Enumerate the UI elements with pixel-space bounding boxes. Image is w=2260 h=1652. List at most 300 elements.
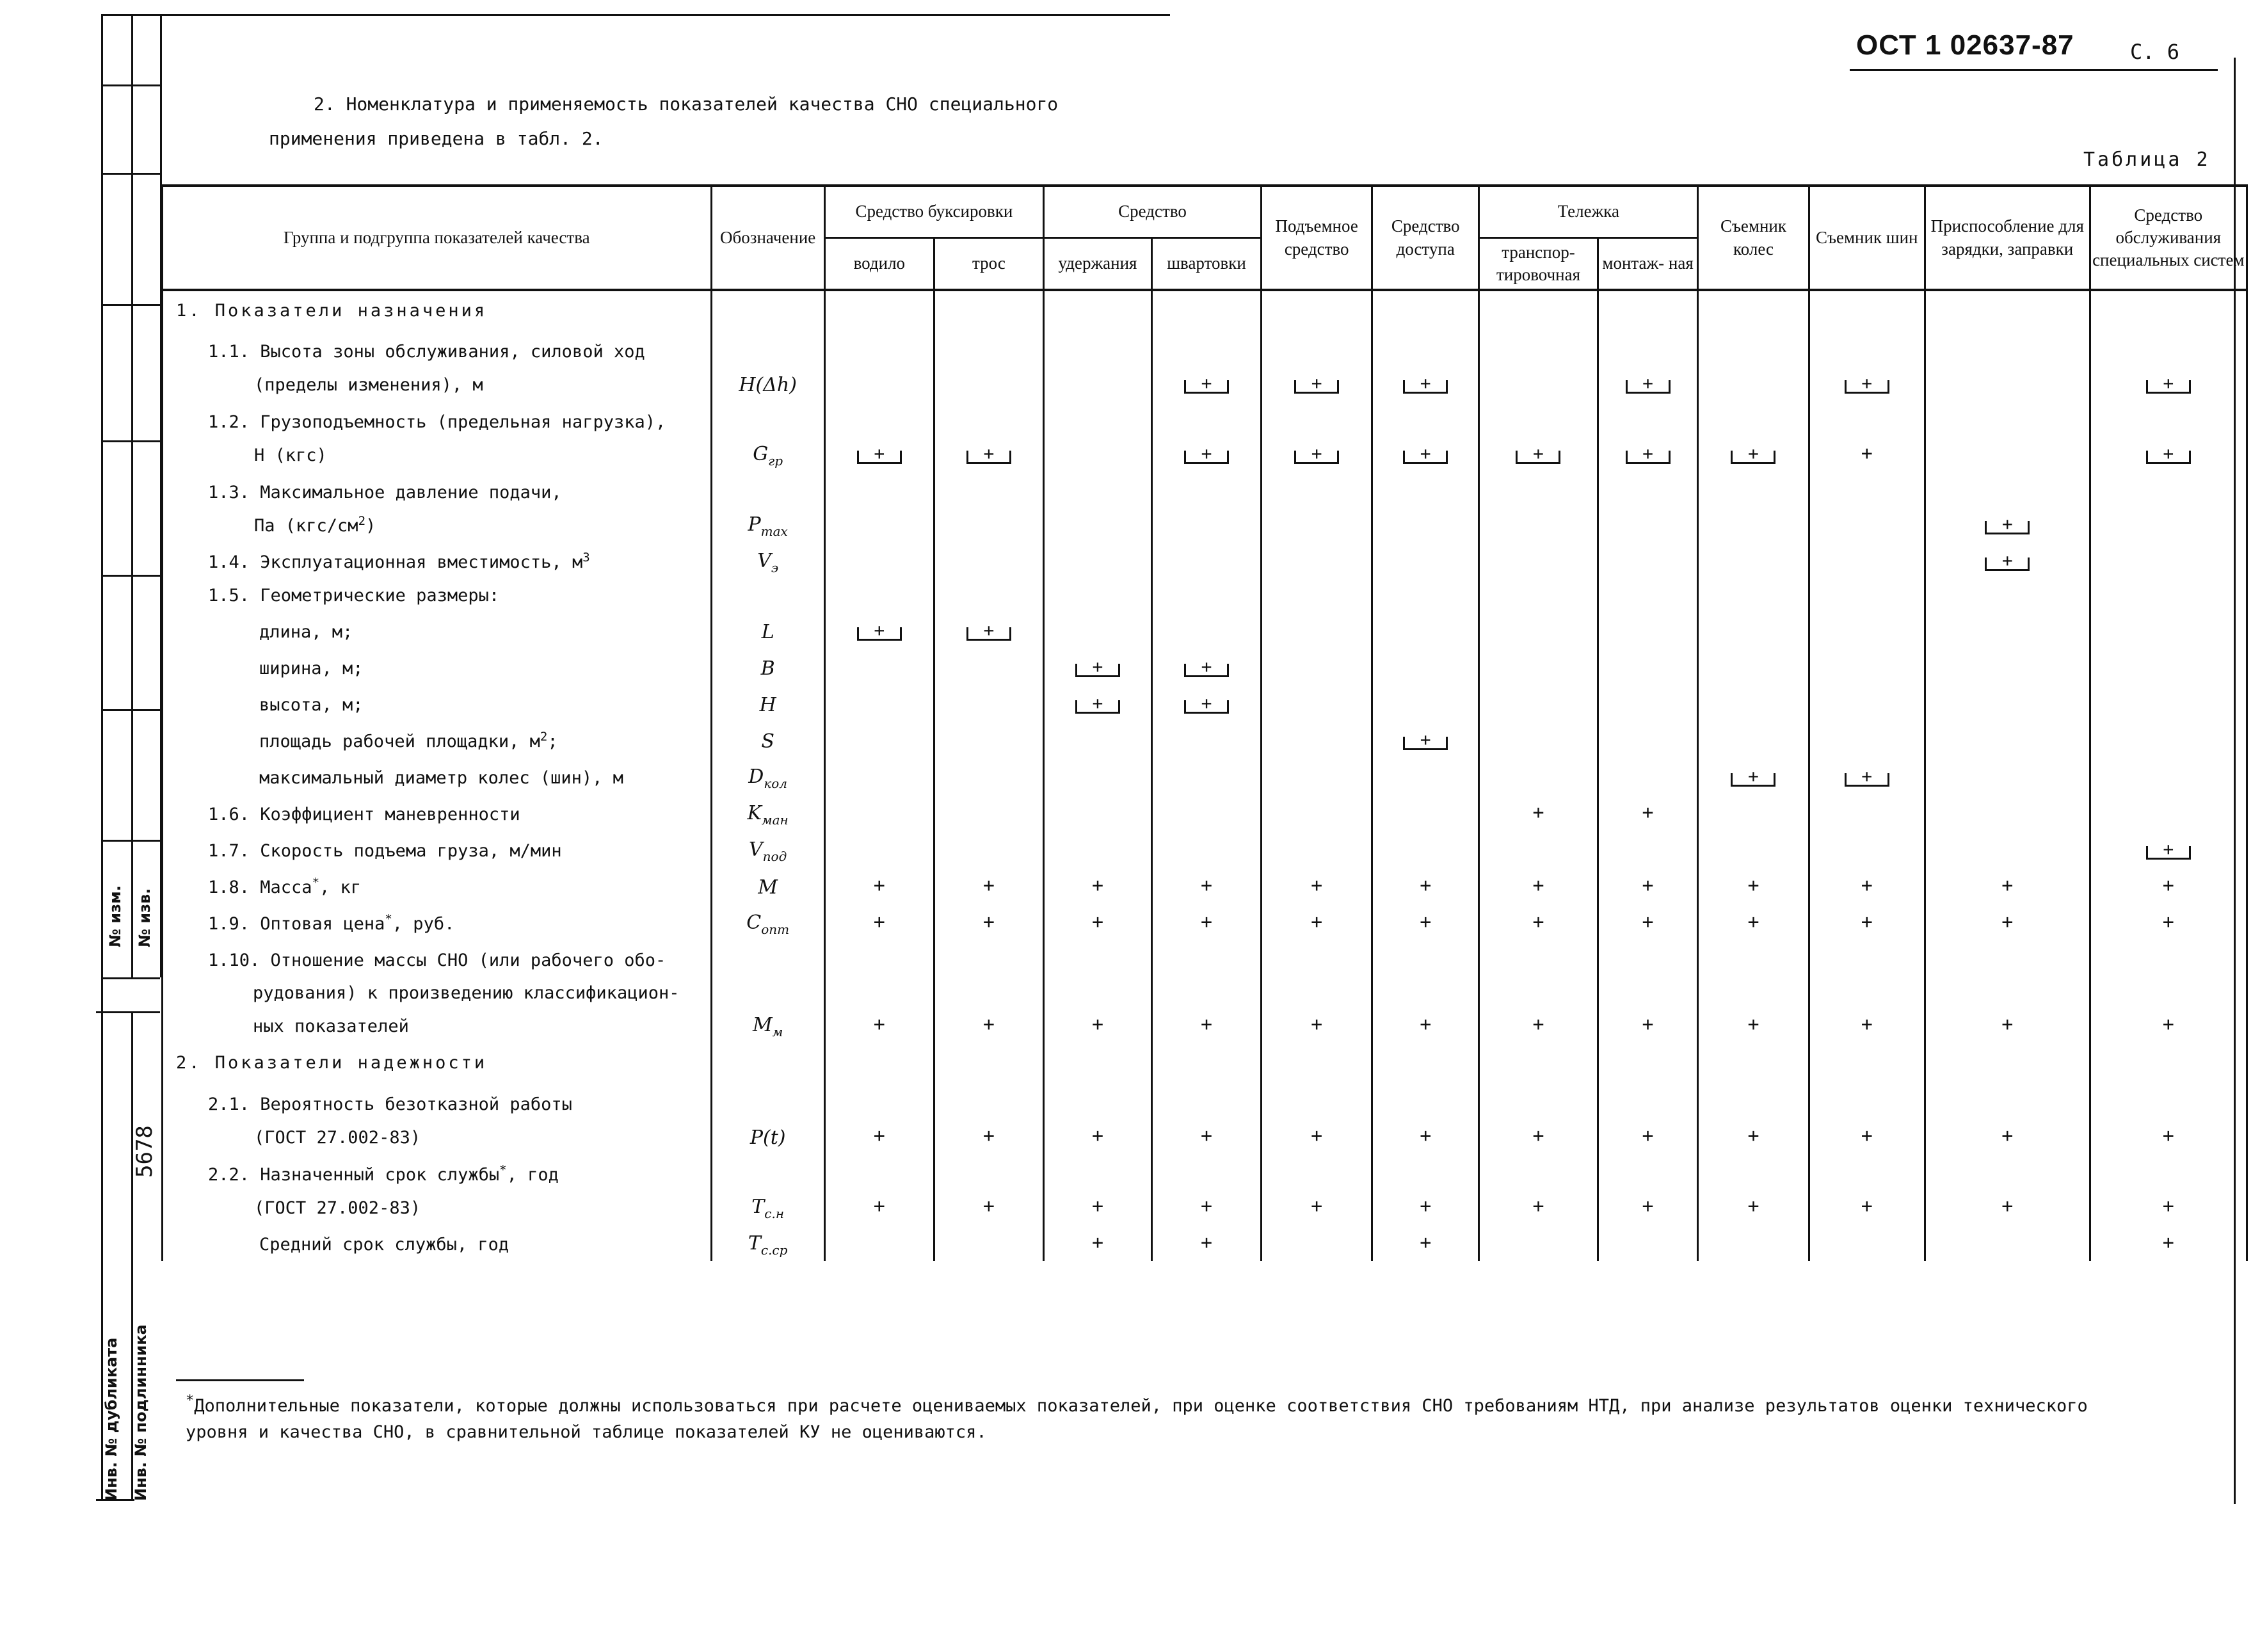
empty-cell xyxy=(1698,721,1809,758)
bracket-plus-icon: + xyxy=(966,451,1011,464)
empty-cell xyxy=(1152,290,1262,331)
empty-cell xyxy=(934,472,1043,542)
indicator-name xyxy=(163,579,712,612)
plus-mark: + xyxy=(1152,867,1262,904)
indicator-symbol xyxy=(711,542,824,579)
indicator-name-text: 1.1. Высота зоны обслуживания, силовой ход xyxy=(208,342,645,362)
plus-mark: + xyxy=(2090,940,2247,1043)
table-row xyxy=(163,904,2247,940)
table-row xyxy=(163,542,2247,579)
indicator-name-line xyxy=(208,1088,710,1121)
header-service: Средство обслуживания специальных систем xyxy=(2090,186,2247,290)
plus-mark: + xyxy=(1152,940,1262,1043)
indicator-symbol xyxy=(711,758,824,794)
plus-mark: + xyxy=(1479,1154,1598,1224)
indicator-name-text: высота, м; xyxy=(259,694,364,715)
empty-cell xyxy=(1262,831,1372,867)
empty-cell xyxy=(1043,290,1151,331)
table-row xyxy=(163,794,2247,831)
header-mounting: монтаж- ная xyxy=(1598,238,1698,291)
indicator-name-text: рудования) к произведению классификацион- xyxy=(253,983,680,1004)
plus-mark: + xyxy=(1809,904,1925,940)
bracket-plus-icon: + xyxy=(2146,380,2191,394)
plus-mark: + xyxy=(1479,794,1598,831)
empty-cell xyxy=(2090,612,2247,648)
indicator-name-line xyxy=(259,762,710,794)
bracket-plus-icon: + xyxy=(1075,700,1120,714)
symbol-subscript: гр xyxy=(768,453,783,469)
empty-cell xyxy=(1262,579,1372,612)
plus-mark: + xyxy=(1043,904,1151,940)
empty-cell xyxy=(1698,290,1809,331)
empty-cell xyxy=(1043,542,1151,579)
empty-cell xyxy=(1925,794,2090,831)
symbol-main: P xyxy=(748,513,761,536)
empty-cell xyxy=(2090,472,2247,542)
indicator-name-text: 1.6. Коэффициент маневренности xyxy=(208,804,520,824)
empty-cell xyxy=(1925,1224,2090,1261)
symbol-main: K xyxy=(747,802,762,824)
empty-cell xyxy=(824,758,934,794)
empty-cell xyxy=(934,831,1043,867)
empty-cell xyxy=(1809,579,1925,612)
empty-cell xyxy=(934,648,1043,685)
indicator-name xyxy=(163,1224,712,1261)
plus-mark: + xyxy=(2090,1084,2247,1154)
empty-cell xyxy=(1262,794,1372,831)
bracketed-plus-mark xyxy=(1598,401,1698,472)
indicator-name-line xyxy=(259,652,710,685)
empty-cell xyxy=(1598,579,1698,612)
plus-mark: + xyxy=(934,940,1043,1043)
indicator-name-text: (ГОСТ 27.002-83) xyxy=(254,1127,421,1148)
indicator-symbol xyxy=(711,1154,824,1224)
plus-mark: + xyxy=(1925,867,2090,904)
indicator-name-text: 1.8. Масса xyxy=(208,877,312,897)
indicator-symbol xyxy=(711,331,824,401)
empty-cell xyxy=(1262,472,1372,542)
empty-cell xyxy=(1479,579,1598,612)
indicator-name-line xyxy=(208,798,710,831)
bracketed-plus-mark xyxy=(1698,758,1809,794)
bracketed-plus-mark xyxy=(2090,331,2247,401)
symbol-subscript: max xyxy=(760,524,788,539)
symbol-main: V xyxy=(749,838,763,861)
indicator-name xyxy=(163,904,712,940)
indicator-name-line xyxy=(259,616,710,648)
bracketed-plus-mark xyxy=(1372,331,1479,401)
plus-mark: + xyxy=(2090,904,2247,940)
indicator-name-line xyxy=(208,546,710,579)
empty-cell xyxy=(1925,290,2090,331)
empty-cell xyxy=(2090,794,2247,831)
indicator-name-text: (ГОСТ 27.002-83) xyxy=(254,1198,421,1218)
indicator-name xyxy=(163,401,712,472)
indicator-name xyxy=(163,721,712,758)
margin-tick xyxy=(96,1011,160,1013)
empty-cell xyxy=(1262,1043,1372,1084)
empty-cell xyxy=(1152,1043,1262,1084)
empty-cell xyxy=(1925,331,2090,401)
symbol-subscript: э xyxy=(771,560,779,575)
empty-cell xyxy=(1809,1043,1925,1084)
symbol-subscript: опт xyxy=(761,922,790,937)
indicator-name-text: 2.2. Назначенный срок службы xyxy=(208,1165,500,1185)
empty-cell xyxy=(934,721,1043,758)
indicator-name xyxy=(163,940,712,1043)
empty-cell xyxy=(1925,721,2090,758)
header-symbol: Обозначение xyxy=(711,186,824,290)
bracket-plus-icon: + xyxy=(1184,664,1229,677)
indicator-name-line xyxy=(259,689,710,721)
bracketed-plus-mark xyxy=(1698,401,1809,472)
bracket-plus-icon: + xyxy=(857,627,902,641)
empty-cell xyxy=(1152,758,1262,794)
header-rope: трос xyxy=(934,238,1043,291)
indicator-name-line xyxy=(208,944,710,977)
plus-mark: + xyxy=(1262,867,1372,904)
empty-cell xyxy=(1479,831,1598,867)
bracket-plus-icon: + xyxy=(1845,380,1889,394)
empty-cell xyxy=(1598,1043,1698,1084)
plus-mark: + xyxy=(1152,904,1262,940)
margin-line-outer xyxy=(101,14,103,1499)
plus-mark: + xyxy=(1925,940,2090,1043)
plus-mark: + xyxy=(1698,1084,1809,1154)
indicator-name-text: максимальный диаметр колес (шин), м xyxy=(259,767,623,788)
plus-mark: + xyxy=(2090,1154,2247,1224)
indicator-superscript: 3 xyxy=(582,550,590,565)
bracket-plus-icon: + xyxy=(966,627,1011,641)
empty-cell xyxy=(1698,331,1809,401)
header-means: Средство xyxy=(1043,186,1261,238)
intro-line-1: 2. Номенклатура и применяемость показателей качества СНО специального xyxy=(314,93,1059,115)
empty-cell xyxy=(1262,1224,1372,1261)
empty-cell xyxy=(1043,721,1151,758)
indicator-name-line: ных показателей xyxy=(253,1016,409,1036)
plus-mark: + xyxy=(934,867,1043,904)
empty-cell xyxy=(1698,831,1809,867)
empty-cell xyxy=(1698,648,1809,685)
header-rule xyxy=(1850,69,2218,71)
symbol-main: D xyxy=(748,766,764,788)
margin-tick xyxy=(101,84,160,86)
plus-mark: + xyxy=(1043,1224,1151,1261)
indicator-name xyxy=(163,685,712,721)
empty-cell xyxy=(1152,579,1262,612)
bracketed-plus-mark xyxy=(1809,331,1925,401)
indicator-symbol xyxy=(711,794,824,831)
bracket-plus-icon: + xyxy=(1626,380,1671,394)
indicator-name-tail: ; xyxy=(547,731,558,751)
plus-mark: + xyxy=(1698,904,1809,940)
header-access: Средство доступа xyxy=(1372,186,1479,290)
empty-cell xyxy=(824,721,934,758)
bracket-plus-icon: + xyxy=(1403,737,1448,750)
indicator-name xyxy=(163,831,712,867)
empty-cell xyxy=(1152,721,1262,758)
empty-cell xyxy=(1698,579,1809,612)
footnote-text: Дополнительные показатели, которые должны использоваться при расчете оцениваемых показателей, при оценке соответствия СНО требованиям НТД, при анализе результатов оценки технического уровня и качества СНО, в сравнительной таблице показателей КУ не оцениваются. xyxy=(186,1396,2088,1442)
plus-mark: + xyxy=(1925,1084,2090,1154)
indicator-name-tail: , кг xyxy=(319,877,362,897)
bracket-plus-icon: + xyxy=(1403,451,1448,464)
empty-cell xyxy=(1598,612,1698,648)
plus-mark: + xyxy=(1598,794,1698,831)
symbol-main: G xyxy=(753,443,769,465)
empty-cell xyxy=(1262,721,1372,758)
empty-cell xyxy=(1372,648,1479,685)
empty-cell xyxy=(1043,401,1151,472)
empty-cell xyxy=(1698,612,1809,648)
empty-cell xyxy=(1372,1043,1479,1084)
empty-cell xyxy=(1925,685,2090,721)
indicator-name-text: Па (кгс/см xyxy=(254,515,358,536)
empty-cell xyxy=(1372,612,1479,648)
bracketed-plus-mark xyxy=(934,612,1043,648)
empty-cell xyxy=(1479,648,1598,685)
empty-cell xyxy=(1372,758,1479,794)
indicator-symbol xyxy=(711,831,824,867)
plus-mark: + xyxy=(1598,1084,1698,1154)
indicator-superscript: * xyxy=(312,875,320,890)
bracketed-plus-mark xyxy=(2090,831,2247,867)
empty-cell xyxy=(1152,831,1262,867)
indicator-superscript: 2 xyxy=(358,513,366,528)
empty-cell xyxy=(1809,290,1925,331)
empty-cell xyxy=(934,1043,1043,1084)
empty-cell xyxy=(1698,1224,1809,1261)
empty-cell xyxy=(1262,685,1372,721)
empty-cell xyxy=(1809,648,1925,685)
indicator-name xyxy=(163,758,712,794)
plus-mark: + xyxy=(1598,940,1698,1043)
original-inv-label: Инв. № подлинника xyxy=(132,1324,150,1501)
indicator-superscript: * xyxy=(385,911,392,926)
empty-cell xyxy=(1152,612,1262,648)
indicator-name-text: 1.4. Эксплуатационная вместимость, м xyxy=(208,552,583,572)
plus-mark: + xyxy=(934,904,1043,940)
bracket-plus-icon: + xyxy=(1294,380,1339,394)
indicator-name xyxy=(163,1084,712,1154)
empty-cell xyxy=(1598,542,1698,579)
empty-cell xyxy=(824,831,934,867)
plus-mark: + xyxy=(1372,1224,1479,1261)
indicator-name xyxy=(163,648,712,685)
bracket-plus-icon: + xyxy=(1731,451,1775,464)
indicator-name-text: 1.5. Геометрические размеры: xyxy=(208,585,500,605)
margin-tick xyxy=(101,840,160,842)
symbol-main: V xyxy=(757,550,771,572)
section-row xyxy=(163,1043,2247,1084)
plus-mark: + xyxy=(1262,1154,1372,1224)
empty-cell xyxy=(934,1224,1043,1261)
bracketed-plus-mark xyxy=(1479,401,1598,472)
empty-cell xyxy=(1809,472,1925,542)
plus-mark: + xyxy=(1809,1084,1925,1154)
empty-cell xyxy=(824,472,934,542)
empty-cell xyxy=(934,331,1043,401)
indicator-name-text: Средний срок службы, год xyxy=(259,1234,509,1255)
header-group: Группа и подгруппа показателей качества xyxy=(163,186,712,290)
empty-cell xyxy=(1152,542,1262,579)
empty-cell xyxy=(1372,290,1479,331)
plus-mark: + xyxy=(824,1154,934,1224)
empty-cell xyxy=(824,331,934,401)
bracketed-plus-mark xyxy=(1152,648,1262,685)
indicator-name-line xyxy=(259,1228,710,1261)
plus-mark: + xyxy=(1043,1084,1151,1154)
indicator-name-line xyxy=(208,1159,710,1191)
empty-cell xyxy=(1043,794,1151,831)
bracket-plus-icon: + xyxy=(1516,451,1560,464)
margin-tick xyxy=(101,304,160,306)
empty-cell xyxy=(1698,472,1809,542)
indicator-name xyxy=(163,867,712,904)
empty-cell xyxy=(1598,758,1698,794)
empty-cell xyxy=(1479,331,1598,401)
indicator-superscript: * xyxy=(499,1163,507,1178)
symbol-main: C xyxy=(746,911,762,934)
empty-cell xyxy=(1925,831,2090,867)
bracket-plus-icon: + xyxy=(1075,664,1120,677)
plus-mark: + xyxy=(1043,867,1151,904)
empty-cell xyxy=(1262,290,1372,331)
symbol-subscript: кол xyxy=(764,776,788,791)
footnote xyxy=(186,1390,2093,1445)
empty-cell xyxy=(1479,721,1598,758)
empty-cell xyxy=(1152,472,1262,542)
indicator-symbol xyxy=(711,940,824,1043)
bracketed-plus-mark xyxy=(1925,472,2090,542)
plus-mark: + xyxy=(1479,1084,1598,1154)
table-row xyxy=(163,648,2247,685)
empty-cell xyxy=(824,290,934,331)
symbol-main: H xyxy=(759,694,776,716)
plus-mark: + xyxy=(1043,940,1151,1043)
intro-line-2: применения приведена в табл. 2. xyxy=(269,128,604,149)
bracket-plus-icon: + xyxy=(1294,451,1339,464)
bracketed-plus-mark xyxy=(1262,331,1372,401)
symbol-subscript: под xyxy=(762,849,787,864)
bracketed-plus-mark xyxy=(1372,401,1479,472)
symbol-main: S xyxy=(761,730,774,753)
empty-cell xyxy=(1809,685,1925,721)
plus-mark: + xyxy=(1698,1154,1809,1224)
plus-mark: + xyxy=(1698,940,1809,1043)
indicator-name-tail: , год xyxy=(506,1165,559,1185)
empty-cell xyxy=(824,794,934,831)
bracketed-plus-mark xyxy=(1152,401,1262,472)
empty-cell xyxy=(1925,579,2090,612)
plus-mark: + xyxy=(824,904,934,940)
table-row xyxy=(163,867,2247,904)
plus-mark: + xyxy=(1809,867,1925,904)
plus-mark: + xyxy=(1262,904,1372,940)
symbol-main: H(Δh) xyxy=(739,374,797,396)
empty-cell xyxy=(1479,758,1598,794)
inventory-number: 5678 xyxy=(132,1125,157,1178)
indicator-name-line xyxy=(208,476,710,509)
plus-mark: + xyxy=(934,1084,1043,1154)
header-transport: транспор- тировочная xyxy=(1479,238,1598,291)
header-mooring: швартовки xyxy=(1152,238,1262,291)
plus-mark: + xyxy=(1479,904,1598,940)
table-row xyxy=(163,831,2247,867)
table-body xyxy=(163,290,2247,1261)
header-lifting: Подъемное средство xyxy=(1262,186,1372,290)
duplicate-inv-label: Инв. № дубликата xyxy=(102,1337,120,1501)
table-row xyxy=(163,1084,2247,1154)
header-towbar: водило xyxy=(824,238,934,291)
empty-cell xyxy=(1598,1224,1698,1261)
empty-cell xyxy=(1372,794,1479,831)
empty-cell xyxy=(1809,542,1925,579)
bracket-plus-icon: + xyxy=(1845,773,1889,787)
empty-cell xyxy=(1809,612,1925,648)
section-title: 2. Показатели надежности xyxy=(163,1043,712,1084)
bracketed-plus-mark xyxy=(1598,331,1698,401)
header-holding: удержания xyxy=(1043,238,1151,291)
bracketed-plus-mark xyxy=(824,612,934,648)
notice-no-label: № изв. xyxy=(136,888,154,947)
empty-cell xyxy=(2090,721,2247,758)
plus-mark: + xyxy=(1809,940,1925,1043)
table-row xyxy=(163,758,2247,794)
plus-mark: + xyxy=(1372,1084,1479,1154)
symbol-main: P(t) xyxy=(749,1127,786,1149)
table-row xyxy=(163,1224,2247,1261)
table-row xyxy=(163,721,2247,758)
empty-cell xyxy=(2090,648,2247,685)
empty-cell xyxy=(711,1043,824,1084)
empty-cell xyxy=(1043,472,1151,542)
empty-cell xyxy=(2090,758,2247,794)
plus-mark: + xyxy=(934,1154,1043,1224)
indicator-name-text: 1.10. Отношение массы СНО (или рабочего обо- xyxy=(208,950,666,971)
indicator-name-line xyxy=(259,725,710,758)
indicator-name-line xyxy=(208,439,710,472)
margin-line-mid xyxy=(131,14,133,977)
empty-cell xyxy=(1809,831,1925,867)
indicator-symbol xyxy=(711,685,824,721)
bracketed-plus-mark xyxy=(1043,685,1151,721)
bracket-plus-icon: + xyxy=(1184,451,1229,464)
empty-cell xyxy=(1925,648,2090,685)
indicator-symbol xyxy=(711,612,824,648)
empty-cell xyxy=(2090,290,2247,331)
bracket-plus-icon: + xyxy=(1985,557,2030,571)
empty-cell xyxy=(1598,472,1698,542)
symbol-subscript: с.н xyxy=(764,1206,785,1221)
empty-cell xyxy=(1043,831,1151,867)
table-row xyxy=(163,401,2247,472)
bracketed-plus-mark xyxy=(824,401,934,472)
indicator-symbol xyxy=(711,648,824,685)
indicator-symbol xyxy=(711,721,824,758)
indicator-name-line xyxy=(208,406,710,438)
empty-cell xyxy=(2090,1043,2247,1084)
footnote-rule xyxy=(176,1379,304,1381)
empty-cell xyxy=(1479,472,1598,542)
symbol-subscript: м xyxy=(772,1024,783,1039)
footnote-mark: * xyxy=(186,1393,195,1409)
plus-mark: + xyxy=(1809,401,1925,472)
plus-mark: + xyxy=(1479,940,1598,1043)
empty-cell xyxy=(1372,685,1479,721)
empty-cell xyxy=(1925,1043,2090,1084)
table-row xyxy=(163,1154,2247,1224)
